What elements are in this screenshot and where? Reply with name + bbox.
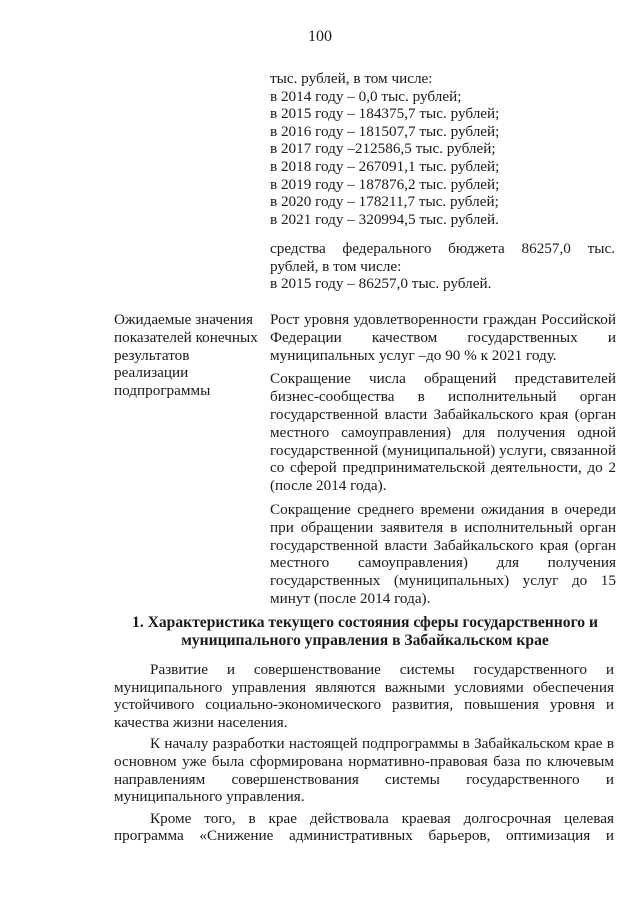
section-heading-line: 1. Характеристика текущего состояния сферы государственного и bbox=[132, 614, 598, 631]
funding-line: в 2021 году – 320994,5 тыс. рублей. bbox=[270, 210, 499, 228]
expected-result-item: Сокращение числа обращений представителей бизнес-сообщества в исполнительный орган государственной власти Забайкальского края (орган местного самоуправления) для получения одной государственной (муниципальной) услуги, связанной со сферой предпринимательской деятельности, до 2 (после 2014 года). bbox=[270, 370, 616, 495]
body-paragraph: К началу разработки настоящей подпрограммы в Забайкальском крае в основном уже была сформирована нормативно-правовая база по ключевым направлениям совершенствования системы государственного и муниципального управления. bbox=[114, 735, 614, 806]
federal-budget bbox=[270, 240, 615, 293]
funding-line: в 2020 году – 178211,7 тыс. рублей; bbox=[270, 193, 499, 211]
funding-breakdown bbox=[270, 70, 615, 228]
section-heading-line: муниципального управления в Забайкальском крае bbox=[181, 632, 549, 649]
funding-line: тыс. рублей, в том числе: bbox=[270, 70, 433, 87]
funding-line: в 2016 году – 181507,7 тыс. рублей; bbox=[270, 122, 500, 140]
expected-result-item: Рост уровня удовлетворенности граждан Российской Федерации качеством государственных и муниципальных услуг –до 90 % к 2021 году. bbox=[270, 311, 616, 364]
section-heading bbox=[114, 614, 616, 650]
body-paragraph: Кроме того, в крае действовала краевая долгосрочная целевая программа «Снижение административных барьеров, оптимизация и bbox=[114, 809, 614, 845]
section-body bbox=[114, 661, 614, 849]
expected-results-list bbox=[270, 311, 616, 614]
body-paragraph: Развитие и совершенствование системы государственного и муниципального управления являются важными условиями обеспечения устойчивого социально-экономического развития, повышения уровня и качества жизни населения. bbox=[114, 661, 614, 731]
expected-result-item: Сокращение среднего времени ожидания в очереди при обращении заявителя в исполнительный орган государственной власти Забайкальского края (орган местного самоуправления) для получения государственных (муниципальных) услуг до 15 минут (после 2014 года). bbox=[270, 500, 616, 607]
funding-line: в 2015 году – 184375,7 тыс. рублей; bbox=[270, 105, 500, 123]
federal-budget-line: средства федерального бюджета 86257,0 тыс. bbox=[270, 240, 615, 257]
funding-line: в 2014 году – 0,0 тыс. рублей; bbox=[270, 87, 462, 105]
funding-line: в 2017 году –212586,5 тыс. рублей; bbox=[270, 140, 496, 158]
funding-line: в 2019 году – 187876,2 тыс. рублей; bbox=[270, 175, 500, 193]
federal-budget-line: рублей, в том числе: bbox=[270, 257, 402, 275]
page-number: 100 bbox=[308, 28, 332, 45]
expected-results-label: Ожидаемые значения показателей конечных результатов реализации подпрограммы bbox=[114, 311, 258, 400]
federal-budget-line: в 2015 году – 86257,0 тыс. рублей. bbox=[270, 275, 492, 293]
funding-line: в 2018 году – 267091,1 тыс. рублей; bbox=[270, 157, 500, 175]
